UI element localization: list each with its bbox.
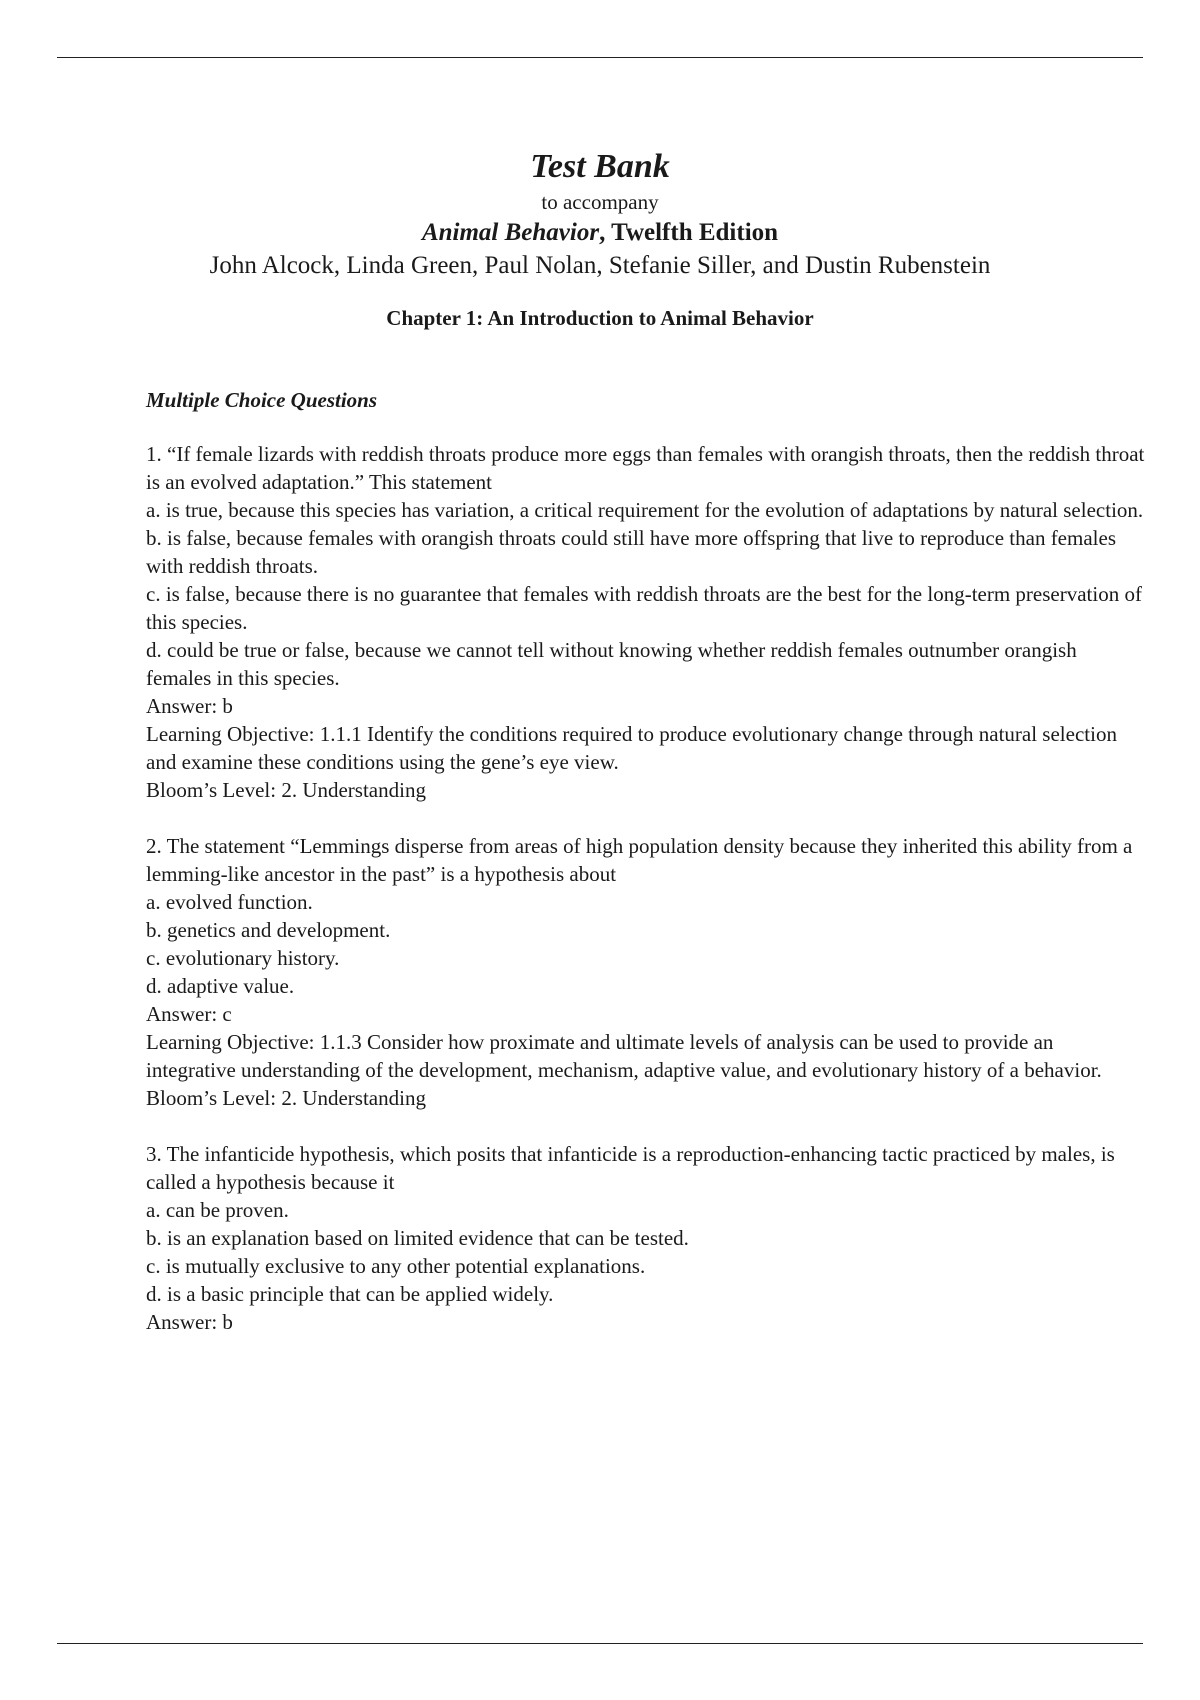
- answer-option-c: c. is false, because there is no guarantee that females with reddish throats are the best for the long-term preservation of this species.: [146, 582, 1142, 634]
- book-title-line: [0, 216, 1200, 250]
- question-stem: 2. The statement “Lemmings disperse from areas of high population density because they inherited this ability from a lemming-like ancestor in the past” is a hypothesis about: [146, 834, 1133, 886]
- document-title: Test Bank: [530, 148, 670, 185]
- question-2: [146, 832, 1146, 1112]
- bloom-level: Bloom’s Level: 2. Understanding: [146, 1086, 426, 1110]
- answer-option-b: b. is an explanation based on limited evidence that can be tested.: [146, 1226, 689, 1250]
- answer-key: Answer: b: [146, 1310, 233, 1334]
- bottom-rule: [57, 1643, 1143, 1644]
- book-edition: , Twelfth Edition: [599, 219, 779, 246]
- learning-objective: Learning Objective: 1.1.1 Identify the conditions required to produce evolutionary change through natural selection and examine these conditions using the gene’s eye view.: [146, 722, 1117, 774]
- bloom-level: Bloom’s Level: 2. Understanding: [146, 778, 426, 802]
- answer-key: Answer: b: [146, 694, 233, 718]
- book-title: Animal Behavior: [421, 219, 600, 246]
- answer-option-d: d. is a basic principle that can be applied widely.: [146, 1282, 554, 1306]
- accompany-text: to accompany: [541, 190, 659, 214]
- answer-option-a: a. can be proven.: [146, 1198, 289, 1222]
- answer-key: Answer: c: [146, 1002, 232, 1026]
- document-header: [0, 146, 1200, 332]
- answer-option-b: b. genetics and development.: [146, 918, 391, 942]
- chapter-title: Chapter 1: An Introduction to Animal Behavior: [386, 306, 814, 330]
- answer-option-c: c. evolutionary history.: [146, 946, 340, 970]
- question-stem: 1. “If female lizards with reddish throats produce more eggs than females with orangish throats, then the reddish throat is an evolved adaptation.” This statement: [146, 442, 1145, 494]
- answer-option-a: a. evolved function.: [146, 890, 313, 914]
- answer-option-d: d. could be true or false, because we cannot tell without knowing whether reddish females outnumber orangish females in this species.: [146, 638, 1077, 690]
- answer-option-b: b. is false, because females with orangish throats could still have more offspring that live to reproduce than females with reddish throats.: [146, 526, 1116, 578]
- section-heading: Multiple Choice Questions: [146, 388, 378, 412]
- answer-option-d: d. adaptive value.: [146, 974, 295, 998]
- answer-option-c: c. is mutually exclusive to any other potential explanations.: [146, 1254, 646, 1278]
- question-1: [146, 440, 1146, 804]
- question-3: [146, 1140, 1146, 1336]
- answer-option-a: a. is true, because this species has variation, a critical requirement for the evolution of adaptations by natural selection.: [146, 498, 1144, 522]
- top-rule: [57, 57, 1143, 58]
- question-stem: 3. The infanticide hypothesis, which posits that infanticide is a reproduction-enhancing tactic practiced by males, is called a hypothesis because it: [146, 1142, 1115, 1194]
- main-content: [146, 386, 1146, 1364]
- learning-objective: Learning Objective: 1.1.3 Consider how proximate and ultimate levels of analysis can be used to provide an integrative understanding of the development, mechanism, adaptive value, and evolutionary history of a behavior.: [146, 1030, 1102, 1082]
- authors-line: John Alcock, Linda Green, Paul Nolan, Stefanie Siller, and Dustin Rubenstein: [209, 252, 991, 279]
